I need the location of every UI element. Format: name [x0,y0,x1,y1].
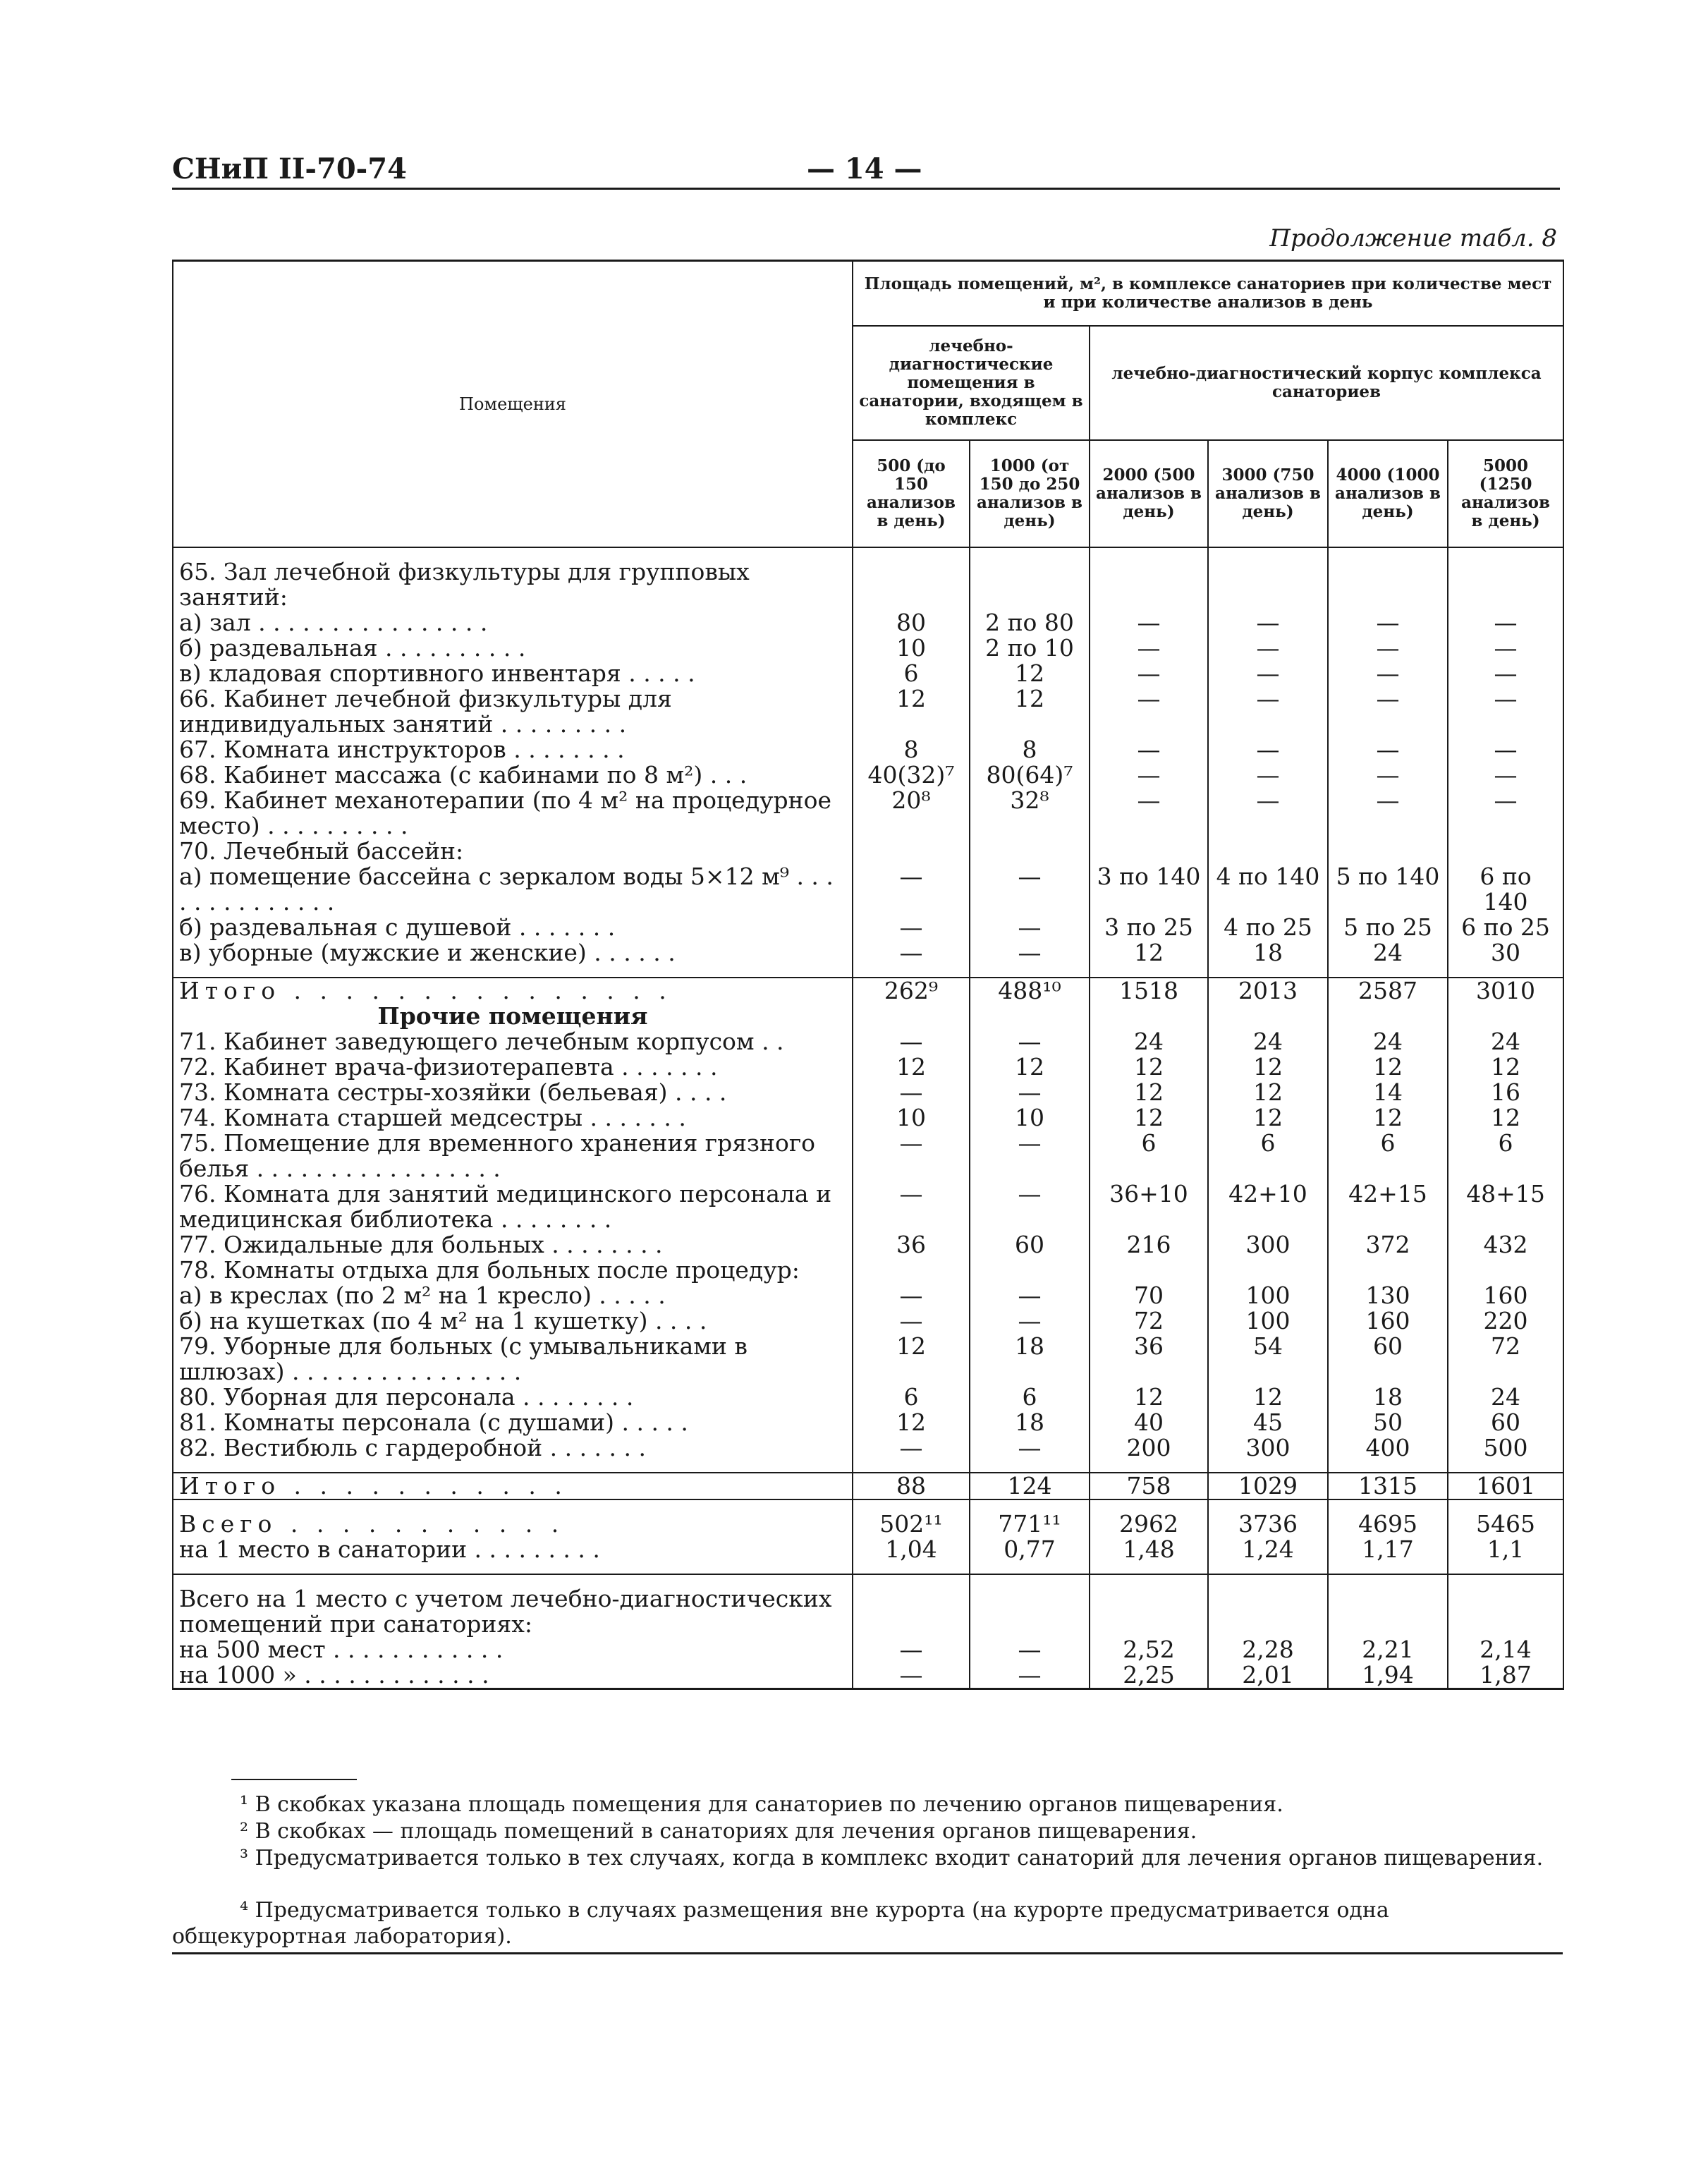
value-cell: — [1328,737,1448,762]
value-cell: 12 [1090,1054,1208,1080]
per-place-row [173,1537,1563,1562]
value-cell: 12 [853,1054,970,1080]
value-cell: 6 [853,661,970,686]
value-cell: 54 [1208,1334,1328,1385]
value-cell: 6 [1208,1131,1328,1181]
room-name: 66. Кабинет лечебной физкультуры для индивидуальных занятий . . . . . . . . . [173,686,853,737]
value-cell: 400 [1328,1435,1448,1461]
value-cell: 70 [1090,1283,1208,1308]
room-name: а) в креслах (по 2 м² на 1 кресло) . . . . . [173,1283,853,1308]
value-cell: 216 [1090,1232,1208,1258]
col-header-1000: 1000 (от 150 до 250 анализов в день) [970,440,1090,547]
value-cell: 24 [1328,940,1448,966]
value-cell: 18 [1328,1385,1448,1410]
value-cell: 12 [1090,1105,1208,1131]
value-cell: 12 [970,661,1090,686]
value-cell: 1601 [1448,1473,1563,1499]
value-cell: — [853,1308,970,1334]
page-header [172,148,1560,190]
value-cell: 60 [1328,1334,1448,1385]
rooms-area-table [172,260,1564,1690]
value-cell: 758 [1090,1473,1208,1499]
value-cell: 6 по 25 [1448,915,1563,940]
value-cell: 88 [853,1473,970,1499]
table-row [173,1029,1563,1054]
room-name: 78. Комнаты отдыха для больных после процедур: [173,1258,853,1283]
table-row [173,1054,1563,1080]
room-name: а) помещение бассейна с зеркалом воды 5×12 м⁹ . . . . . . . . . . . . . . [173,864,853,915]
room-name: 72. Кабинет врача-физиотерапевта . . . . . . . [173,1054,853,1080]
value-cell: — [1328,788,1448,839]
value-cell: — [970,1637,1090,1662]
value-cell: — [1090,635,1208,661]
room-name: 77. Ожидальные для больных . . . . . . . . [173,1232,853,1258]
value-cell: 12 [1328,1054,1448,1080]
value-cell: — [970,1181,1090,1232]
value-cell [970,559,1090,610]
value-cell: 160 [1448,1283,1563,1308]
value-cell [1090,559,1208,610]
footnote-4: ⁴ Предусматривается только в случаях размещения вне курорта (на курорте предусматривается одна общекурортная лаборатория). [172,1898,1389,1949]
value-cell: 6 [1448,1131,1563,1181]
value-cell: — [970,1662,1090,1689]
value-cell: — [1090,610,1208,635]
table-row [173,635,1563,661]
value-cell: 48+15 [1448,1181,1563,1232]
value-cell: 72 [1090,1308,1208,1334]
value-cell: 80(64)⁷ [970,762,1090,788]
value-cell: — [1208,635,1328,661]
value-cell: 80 [853,610,970,635]
section-title: Прочие помещения [173,1004,853,1029]
value-cell: 3736 [1208,1511,1328,1537]
value-cell: 5 по 140 [1328,864,1448,915]
value-cell [970,1258,1090,1283]
col-header-5000: 5000 (1250 анализов в день) [1448,440,1563,547]
value-cell [853,839,970,864]
value-cell: — [1208,788,1328,839]
value-cell [853,559,970,610]
value-cell [1328,839,1448,864]
value-cell: 32⁸ [970,788,1090,839]
value-cell: 220 [1448,1308,1563,1334]
value-cell: 24 [1448,1029,1563,1054]
value-cell: 12 [853,1410,970,1435]
value-cell: 72 [1448,1334,1563,1385]
value-cell: 24 [1448,1385,1563,1410]
value-cell: 6 [1328,1131,1448,1181]
col-header-2000: 2000 (500 анализов в день) [1090,440,1208,547]
value-cell [1208,839,1328,864]
value-cell: 160 [1328,1308,1448,1334]
value-cell: — [1448,610,1563,635]
value-cell [1208,1258,1328,1283]
value-cell: 8 [970,737,1090,762]
value-cell: — [970,1308,1090,1334]
value-cell: 1,48 [1090,1537,1208,1562]
value-cell: 12 [1090,1385,1208,1410]
value-cell: 200 [1090,1435,1208,1461]
room-name: 82. Вестибюль с гардеробной . . . . . . . [173,1435,853,1461]
value-cell: — [853,1131,970,1181]
value-cell [1328,1586,1448,1637]
group-header-sanatorium: лечебно-диагностические помещения в санатории, входящем в комплекс [853,326,1090,440]
value-cell: — [970,1435,1090,1461]
value-cell: 130 [1328,1283,1448,1308]
table-row [173,788,1563,839]
value-cell: 12 [853,1334,970,1385]
value-cell: 6 [970,1385,1090,1410]
table-row [173,1308,1563,1334]
value-cell: 12 [1448,1105,1563,1131]
value-cell: 2,28 [1208,1637,1328,1662]
table-row [173,915,1563,940]
value-cell: — [853,940,970,966]
room-name: б) на кушетках (по 4 м² на 1 кушетку) . . . . [173,1308,853,1334]
value-cell: — [1208,661,1328,686]
value-cell: 4 по 25 [1208,915,1328,940]
value-cell: — [1448,737,1563,762]
table-row [173,1105,1563,1131]
table-row [173,737,1563,762]
value-cell: — [1208,686,1328,737]
value-cell: 10 [853,635,970,661]
value-cell [1090,1586,1208,1637]
col-header-500: 500 (до 150 анализов в день) [853,440,970,547]
value-cell: 6 [853,1385,970,1410]
value-cell: 502¹¹ [853,1511,970,1537]
room-name: 75. Помещение для временного хранения грязного белья . . . . . . . . . . . . . . . . . [173,1131,853,1181]
value-cell: — [1448,635,1563,661]
value-cell: 6 [1090,1131,1208,1181]
value-cell: 14 [1328,1080,1448,1105]
value-cell: — [1090,686,1208,737]
value-cell: 12 [1328,1105,1448,1131]
footnote-1: ¹ В скобках указана площадь помещения для санаториев по лечению органов пищеварения. [240,1792,1283,1817]
value-cell: 6 по 140 [1448,864,1563,915]
value-cell: — [1090,762,1208,788]
value-cell: 12 [1090,940,1208,966]
value-cell: 30 [1448,940,1563,966]
footnote-3: ³ Предусматривается только в тех случаях, когда в комплекс входит санаторий для лечения органов пищеварения. [240,1846,1544,1870]
value-cell: — [970,1080,1090,1105]
value-cell: 12 [1208,1080,1328,1105]
value-cell: 18 [1208,940,1328,966]
value-cell [1448,839,1563,864]
value-cell: 10 [970,1105,1090,1131]
value-cell: 24 [1328,1029,1448,1054]
value-cell: 432 [1448,1232,1563,1258]
room-name: 71. Кабинет заведующего лечебным корпусом . . [173,1029,853,1054]
value-cell: — [1328,635,1448,661]
group-header-complex: лечебно-диагностический корпус комплекса санаториев [1090,326,1563,440]
room-name: на 1000 » . . . . . . . . . . . . . [173,1662,853,1689]
value-cell: 18 [970,1410,1090,1435]
value-cell [970,839,1090,864]
header-row-1 [173,261,1563,327]
value-cell: — [970,864,1090,915]
value-cell: 12 [970,686,1090,737]
value-cell: 2587 [1328,978,1448,1004]
value-cell: — [853,1029,970,1054]
room-name: на 1 место в санатории . . . . . . . . . [173,1537,853,1562]
table-row [173,1131,1563,1181]
value-cell: 4695 [1328,1511,1448,1537]
footnote-separator [231,1779,357,1780]
value-cell: 2,01 [1208,1662,1328,1689]
value-cell: 12 [853,686,970,737]
room-name: 81. Комнаты персонала (с душами) . . . . . [173,1410,853,1435]
rooms-header: Помещения [173,261,853,548]
section-title-row [173,1004,1563,1029]
value-cell: 300 [1208,1232,1328,1258]
table-row [173,610,1563,635]
value-cell: — [853,1435,970,1461]
value-cell: — [853,1181,970,1232]
table-row [173,1258,1563,1283]
value-cell: — [1328,661,1448,686]
value-cell: 12 [1208,1105,1328,1131]
value-cell: 1029 [1208,1473,1328,1499]
value-cell: — [1448,661,1563,686]
value-cell: 100 [1208,1308,1328,1334]
table-row [173,1662,1563,1689]
value-cell: — [970,915,1090,940]
spacer-row [173,1562,1563,1574]
room-name: в) кладовая спортивного инвентаря . . . . . [173,661,853,686]
room-name: 65. Зал лечебной физкультуры для групповых занятий: [173,559,853,610]
table-row [173,1283,1563,1308]
value-cell: — [853,1080,970,1105]
value-cell: 1,17 [1328,1537,1448,1562]
value-cell: 0,77 [970,1537,1090,1562]
subtotal-row [173,978,1563,1004]
room-name: 76. Комната для занятий медицинского персонала и медицинская библиотека . . . . . . . . [173,1181,853,1232]
table-row [173,940,1563,966]
value-cell: 12 [970,1054,1090,1080]
value-cell: — [853,1283,970,1308]
col-header-3000: 3000 (750 анализов в день) [1208,440,1328,547]
value-cell [1208,559,1328,610]
value-cell: 5465 [1448,1511,1563,1537]
value-cell: 1315 [1328,1473,1448,1499]
value-cell: 16 [1448,1080,1563,1105]
value-cell: 60 [970,1232,1090,1258]
value-cell: 2,21 [1328,1637,1448,1662]
value-cell: — [1448,788,1563,839]
table-row [173,1435,1563,1461]
value-cell: 40(32)⁷ [853,762,970,788]
value-cell: 50 [1328,1410,1448,1435]
value-cell: 2013 [1208,978,1328,1004]
bottom-rule [172,1952,1563,1954]
value-cell: 1,1 [1448,1537,1563,1562]
value-cell: 42+15 [1328,1181,1448,1232]
value-cell: 8 [853,737,970,762]
value-cell: 2962 [1090,1511,1208,1537]
spacer-row [173,966,1563,978]
table-row [173,1385,1563,1410]
room-name: 74. Комната старшей медсестры . . . . . . . [173,1105,853,1131]
room-name: в) уборные (мужские и женские) . . . . . . [173,940,853,966]
table-row [173,1410,1563,1435]
value-cell: 36+10 [1090,1181,1208,1232]
value-cell: 20⁸ [853,788,970,839]
value-cell: 1518 [1090,978,1208,1004]
value-cell: 36 [853,1232,970,1258]
value-cell: 12 [1448,1054,1563,1080]
room-name: 79. Уборные для больных (с умывальниками в шлюзах) . . . . . . . . . . . . . . . . [173,1334,853,1385]
value-cell: 1,24 [1208,1537,1328,1562]
value-cell: 12 [1208,1054,1328,1080]
room-name: б) раздевальная с душевой . . . . . . . [173,915,853,940]
area-header: Площадь помещений, м², в комплексе санаториев при количестве мест и при количестве анализов в день [853,261,1563,327]
room-name: 67. Комната инструкторов . . . . . . . . [173,737,853,762]
room-name: а) зал . . . . . . . . . . . . . . . . [173,610,853,635]
value-cell: — [853,1662,970,1689]
value-cell [1328,559,1448,610]
value-cell: — [1448,686,1563,737]
value-cell: 40 [1090,1410,1208,1435]
document-code: СНиП II-70-74 [172,152,407,185]
value-cell: 3 по 25 [1090,915,1208,940]
value-cell: — [1448,762,1563,788]
value-cell: 12 [1208,1385,1328,1410]
value-cell: 2,25 [1090,1662,1208,1689]
value-cell: 2 по 10 [970,635,1090,661]
table-row [173,839,1563,864]
value-cell: 45 [1208,1410,1328,1435]
value-cell: 36 [1090,1334,1208,1385]
room-name: 70. Лечебный бассейн: [173,839,853,864]
subtotal-row [173,1473,1563,1499]
value-cell: 10 [853,1105,970,1131]
value-cell: 18 [970,1334,1090,1385]
table-row [173,762,1563,788]
value-cell: 1,87 [1448,1662,1563,1689]
table-row [173,1637,1563,1662]
value-cell [1448,559,1563,610]
value-cell [1448,1586,1563,1637]
value-cell: — [1208,762,1328,788]
value-cell: 1,94 [1328,1662,1448,1689]
value-cell: 1,04 [853,1537,970,1562]
footnote-2: ² В скобках — площадь помещений в санаториях для лечения органов пищеварения. [240,1819,1197,1844]
value-cell: — [1090,737,1208,762]
value-cell: 42+10 [1208,1181,1328,1232]
value-cell: 2,52 [1090,1637,1208,1662]
value-cell: 300 [1208,1435,1328,1461]
value-cell: — [1328,686,1448,737]
value-cell [1448,1258,1563,1283]
col-header-4000: 4000 (1000 анализов в день) [1328,440,1448,547]
value-cell [1328,1258,1448,1283]
value-cell: — [1090,661,1208,686]
value-cell: — [853,1637,970,1662]
value-cell: — [970,1131,1090,1181]
room-name: 69. Кабинет механотерапии (по 4 м² на процедурное место) . . . . . . . . . . [173,788,853,839]
room-name: Всего на 1 место с учетом лечебно-диагностических помещений при санаториях: [173,1586,853,1637]
value-cell: — [1208,737,1328,762]
value-cell [1090,1258,1208,1283]
value-cell: 24 [1208,1029,1328,1054]
table-row [173,1334,1563,1385]
value-cell: 12 [1090,1080,1208,1105]
value-cell: 500 [1448,1435,1563,1461]
table-row [173,686,1563,737]
value-cell: 3010 [1448,978,1563,1004]
value-cell: 24 [1090,1029,1208,1054]
table-row [173,864,1563,915]
value-cell: 2 по 80 [970,610,1090,635]
value-cell [970,1586,1090,1637]
value-cell: 3 по 140 [1090,864,1208,915]
value-cell: — [1328,762,1448,788]
value-cell: — [853,864,970,915]
value-cell: — [1328,610,1448,635]
table-row [173,1181,1563,1232]
room-name: 68. Кабинет массажа (с кабинами по 8 м²) . . . [173,762,853,788]
page-number: — 14 — [807,152,922,185]
value-cell: 488¹⁰ [970,978,1090,1004]
room-name: на 500 мест . . . . . . . . . . . . [173,1637,853,1662]
value-cell [853,1586,970,1637]
table-row [173,1080,1563,1105]
value-cell: 5 по 25 [1328,915,1448,940]
value-cell [1090,839,1208,864]
value-cell: — [853,915,970,940]
value-cell: — [970,940,1090,966]
value-cell: 771¹¹ [970,1511,1090,1537]
room-name: Итого . . . . . . . . . . . [173,1473,853,1499]
room-name: 80. Уборная для персонала . . . . . . . . [173,1385,853,1410]
value-cell [853,1258,970,1283]
value-cell: 2,14 [1448,1637,1563,1662]
table-row [173,559,1563,610]
table-continuation-caption: Продолжение табл. 8 [1269,224,1557,253]
value-cell: — [1208,610,1328,635]
value-cell [1208,1586,1328,1637]
value-cell: 60 [1448,1410,1563,1435]
value-cell: — [970,1283,1090,1308]
value-cell: 372 [1328,1232,1448,1258]
total-per-place-heading [173,1586,1563,1637]
value-cell: — [970,1029,1090,1054]
room-name: Итого . . . . . . . . . . . . . . . [173,978,853,1004]
spacer-row [173,1461,1563,1473]
table-row [173,1232,1563,1258]
value-cell: 124 [970,1473,1090,1499]
room-name: Всего . . . . . . . . . . . [173,1511,853,1537]
total-row [173,1511,1563,1537]
table-row [173,661,1563,686]
value-cell: 262⁹ [853,978,970,1004]
room-name: 73. Комната сестры-хозяйки (бельевая) . . . . [173,1080,853,1105]
value-cell: — [1090,788,1208,839]
value-cell: 4 по 140 [1208,864,1328,915]
room-name: б) раздевальная . . . . . . . . . . [173,635,853,661]
value-cell: 100 [1208,1283,1328,1308]
